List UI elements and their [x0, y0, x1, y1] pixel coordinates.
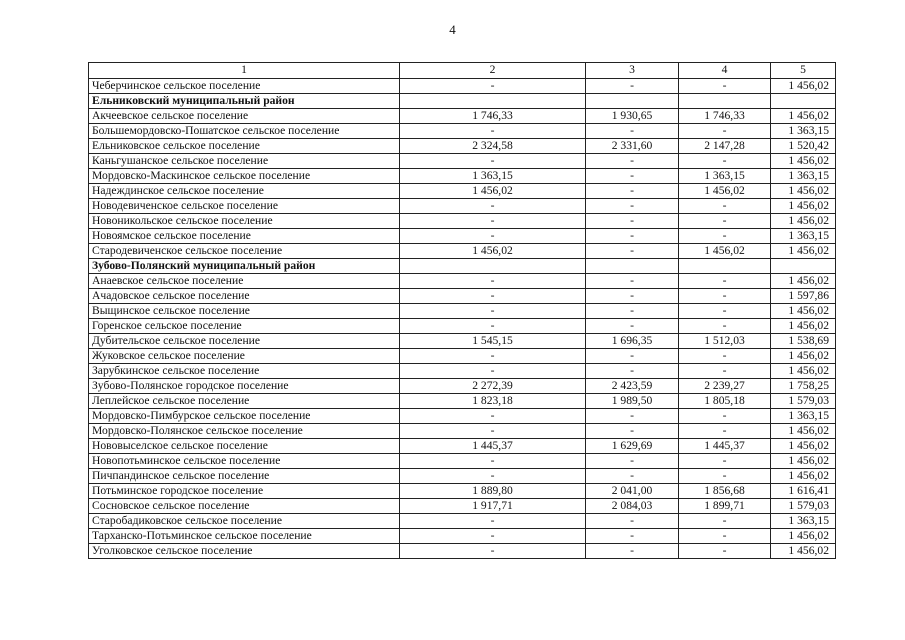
table-row	[89, 394, 836, 409]
value-col-5: 1 363,15	[771, 514, 836, 529]
settlement-name: Новопотьминское сельское поселение	[89, 454, 400, 469]
table-row	[89, 214, 836, 229]
value-col-5: 1 597,86	[771, 289, 836, 304]
table-row	[89, 184, 836, 199]
value-col-2: -	[400, 124, 586, 139]
settlement-name: Каньгушанское сельское поселение	[89, 154, 400, 169]
table-row	[89, 79, 836, 94]
value-col-5: 1 456,02	[771, 319, 836, 334]
value-col-3: -	[586, 409, 679, 424]
value-col-2: 1 746,33	[400, 109, 586, 124]
settlement-name: Потьминское городское поселение	[89, 484, 400, 499]
table-row	[89, 379, 836, 394]
value-col-4: -	[679, 319, 771, 334]
value-col-5: 1 456,02	[771, 304, 836, 319]
value-col-3: -	[586, 154, 679, 169]
table-row	[89, 244, 836, 259]
district-name: Ельниковский муниципальный район	[89, 94, 400, 109]
value-col-2: -	[400, 79, 586, 94]
value-col-5: 1 456,02	[771, 199, 836, 214]
value-col-2: -	[400, 349, 586, 364]
value-col-4: -	[679, 229, 771, 244]
table-row	[89, 544, 836, 559]
table-row	[89, 529, 836, 544]
table-row	[89, 289, 836, 304]
settlement-name: Мордовско-Полянское сельское поселение	[89, 424, 400, 439]
settlement-name: Надеждинское сельское поселение	[89, 184, 400, 199]
settlement-name: Акчеевское сельское поселение	[89, 109, 400, 124]
value-col-2: -	[400, 529, 586, 544]
value-col-5: 1 456,02	[771, 154, 836, 169]
settlement-name: Новоникольское сельское поселение	[89, 214, 400, 229]
value-col-2: 1 889,80	[400, 484, 586, 499]
settlement-name: Зубово-Полянское городское поселение	[89, 379, 400, 394]
value-col-5: 1 363,15	[771, 124, 836, 139]
value-col-2	[400, 94, 586, 109]
table-row	[89, 334, 836, 349]
value-col-2: 1 545,15	[400, 334, 586, 349]
value-col-5: 1 456,02	[771, 184, 836, 199]
value-col-5: 1 456,02	[771, 214, 836, 229]
value-col-4: 1 456,02	[679, 244, 771, 259]
settlement-name: Дубительское сельское поселение	[89, 334, 400, 349]
page-number: 4	[449, 22, 456, 37]
column-header-2: 2	[400, 63, 586, 79]
value-col-4: -	[679, 454, 771, 469]
value-col-4: -	[679, 214, 771, 229]
value-col-5: 1 456,02	[771, 424, 836, 439]
value-col-2: -	[400, 514, 586, 529]
value-col-5: 1 579,03	[771, 499, 836, 514]
value-col-2: -	[400, 319, 586, 334]
value-col-5: 1 456,02	[771, 349, 836, 364]
table-row	[89, 349, 836, 364]
column-header-5: 5	[771, 63, 836, 79]
value-col-5: 1 456,02	[771, 544, 836, 559]
value-col-4: 1 746,33	[679, 109, 771, 124]
value-col-2: 1 445,37	[400, 439, 586, 454]
value-col-3: -	[586, 454, 679, 469]
value-col-4: -	[679, 199, 771, 214]
value-col-4: -	[679, 124, 771, 139]
value-col-3: 1 989,50	[586, 394, 679, 409]
table-row	[89, 199, 836, 214]
value-col-2: -	[400, 409, 586, 424]
table-row	[89, 169, 836, 184]
column-header-1: 1	[89, 63, 400, 79]
settlement-name: Пичпандинское сельское поселение	[89, 469, 400, 484]
value-col-3: 1 629,69	[586, 439, 679, 454]
value-col-2: 1 823,18	[400, 394, 586, 409]
table-row	[89, 229, 836, 244]
value-col-4: -	[679, 364, 771, 379]
settlement-name: Большемордовско-Пошатское сельское поселение	[89, 124, 400, 139]
settlement-name: Леплейское сельское поселение	[89, 394, 400, 409]
settlement-name: Мордовско-Маскинское сельское поселение	[89, 169, 400, 184]
value-col-4: -	[679, 529, 771, 544]
value-col-3: -	[586, 319, 679, 334]
table-row	[89, 454, 836, 469]
settlement-name: Стародевиченское сельское поселение	[89, 244, 400, 259]
table-row	[89, 109, 836, 124]
settlement-name: Уголковское сельское поселение	[89, 544, 400, 559]
value-col-5: 1 538,69	[771, 334, 836, 349]
value-col-4: 1 805,18	[679, 394, 771, 409]
value-col-4: -	[679, 274, 771, 289]
value-col-3: -	[586, 169, 679, 184]
value-col-3: -	[586, 124, 679, 139]
value-col-4: -	[679, 304, 771, 319]
settlement-name: Старобадиковское сельское поселение	[89, 514, 400, 529]
table-row	[89, 424, 836, 439]
value-col-2: 1 363,15	[400, 169, 586, 184]
value-col-4: -	[679, 409, 771, 424]
settlement-name: Тарханско-Потьминское сельское поселение	[89, 529, 400, 544]
value-col-2: 1 456,02	[400, 184, 586, 199]
table-row	[89, 364, 836, 379]
value-col-3: -	[586, 529, 679, 544]
table-row	[89, 499, 836, 514]
district-name: Зубово-Полянский муниципальный район	[89, 259, 400, 274]
value-col-4: -	[679, 514, 771, 529]
value-col-5: 1 456,02	[771, 364, 836, 379]
table-row	[89, 319, 836, 334]
value-col-2: -	[400, 289, 586, 304]
value-col-5: 1 363,15	[771, 409, 836, 424]
value-col-3: -	[586, 289, 679, 304]
value-col-3: -	[586, 274, 679, 289]
value-col-4: 1 899,71	[679, 499, 771, 514]
settlement-name: Ачадовское сельское поселение	[89, 289, 400, 304]
value-col-5: 1 363,15	[771, 229, 836, 244]
value-col-5: 1 456,02	[771, 529, 836, 544]
table-row	[89, 409, 836, 424]
table-row	[89, 154, 836, 169]
value-col-4: 2 239,27	[679, 379, 771, 394]
value-col-5: 1 456,02	[771, 79, 836, 94]
value-col-2: -	[400, 229, 586, 244]
settlement-name: Ельниковское сельское поселение	[89, 139, 400, 154]
settlement-name: Анаевское сельское поселение	[89, 274, 400, 289]
table-row	[89, 439, 836, 454]
value-col-2: -	[400, 364, 586, 379]
value-col-3: -	[586, 514, 679, 529]
value-col-2: 2 272,39	[400, 379, 586, 394]
value-col-4: 1 456,02	[679, 184, 771, 199]
value-col-5	[771, 94, 836, 109]
value-col-3: 1 696,35	[586, 334, 679, 349]
value-col-5: 1 520,42	[771, 139, 836, 154]
value-col-2: -	[400, 274, 586, 289]
value-col-4	[679, 259, 771, 274]
value-col-3: 1 930,65	[586, 109, 679, 124]
tariff-table	[88, 62, 836, 559]
value-col-4: -	[679, 79, 771, 94]
value-col-5: 1 616,41	[771, 484, 836, 499]
value-col-3: -	[586, 79, 679, 94]
value-col-2: -	[400, 469, 586, 484]
value-col-4: -	[679, 469, 771, 484]
table-row	[89, 469, 836, 484]
settlement-name: Зарубкинское сельское поселение	[89, 364, 400, 379]
value-col-3	[586, 259, 679, 274]
value-col-3	[586, 94, 679, 109]
value-col-5: 1 758,25	[771, 379, 836, 394]
value-col-4: 1 363,15	[679, 169, 771, 184]
value-col-3: -	[586, 304, 679, 319]
value-col-3: -	[586, 544, 679, 559]
value-col-3: -	[586, 199, 679, 214]
value-col-5: 1 456,02	[771, 244, 836, 259]
settlement-name: Новоямское сельское поселение	[89, 229, 400, 244]
value-col-3: -	[586, 424, 679, 439]
settlement-name: Новодевиченское сельское поселение	[89, 199, 400, 214]
value-col-2	[400, 259, 586, 274]
value-col-5: 1 363,15	[771, 169, 836, 184]
settlement-name: Мордовско-Пимбурское сельское поселение	[89, 409, 400, 424]
settlement-name: Чеберчинское сельское поселение	[89, 79, 400, 94]
value-col-4: -	[679, 349, 771, 364]
value-col-2: -	[400, 304, 586, 319]
value-col-2: 1 456,02	[400, 244, 586, 259]
table-row	[89, 514, 836, 529]
value-col-4: 1 445,37	[679, 439, 771, 454]
value-col-3: -	[586, 244, 679, 259]
column-header-3: 3	[586, 63, 679, 79]
value-col-3: -	[586, 184, 679, 199]
value-col-4: 1 512,03	[679, 334, 771, 349]
value-col-2: -	[400, 454, 586, 469]
table-row	[89, 304, 836, 319]
value-col-5	[771, 259, 836, 274]
value-col-4: -	[679, 424, 771, 439]
value-col-4	[679, 94, 771, 109]
value-col-3: 2 331,60	[586, 139, 679, 154]
value-col-2: -	[400, 154, 586, 169]
value-col-4: 2 147,28	[679, 139, 771, 154]
table-row	[89, 124, 836, 139]
value-col-3: -	[586, 229, 679, 244]
value-col-5: 1 456,02	[771, 439, 836, 454]
value-col-5: 1 456,02	[771, 109, 836, 124]
value-col-5: 1 456,02	[771, 469, 836, 484]
value-col-2: -	[400, 424, 586, 439]
value-col-2: -	[400, 544, 586, 559]
value-col-4: -	[679, 154, 771, 169]
value-col-5: 1 456,02	[771, 454, 836, 469]
column-header-4: 4	[679, 63, 771, 79]
value-col-2: -	[400, 214, 586, 229]
table-row	[89, 484, 836, 499]
value-col-4: -	[679, 289, 771, 304]
value-col-2: 1 917,71	[400, 499, 586, 514]
value-col-5: 1 456,02	[771, 274, 836, 289]
value-col-2: -	[400, 199, 586, 214]
value-col-4: 1 856,68	[679, 484, 771, 499]
value-col-3: -	[586, 469, 679, 484]
district-header-row	[89, 94, 836, 109]
table-row	[89, 274, 836, 289]
value-col-4: -	[679, 544, 771, 559]
district-header-row	[89, 259, 836, 274]
table-body	[89, 79, 836, 559]
table-row	[89, 139, 836, 154]
value-col-3: 2 041,00	[586, 484, 679, 499]
settlement-name: Жуковское сельское поселение	[89, 349, 400, 364]
settlement-name: Сосновское сельское поселение	[89, 499, 400, 514]
value-col-3: -	[586, 214, 679, 229]
settlement-name: Выщинское сельское поселение	[89, 304, 400, 319]
value-col-2: 2 324,58	[400, 139, 586, 154]
value-col-5: 1 579,03	[771, 394, 836, 409]
settlement-name: Нововыселское сельское поселение	[89, 439, 400, 454]
table-header-row	[89, 63, 836, 79]
value-col-3: -	[586, 349, 679, 364]
settlement-name: Горенское сельское поселение	[89, 319, 400, 334]
value-col-3: 2 423,59	[586, 379, 679, 394]
value-col-3: 2 084,03	[586, 499, 679, 514]
value-col-3: -	[586, 364, 679, 379]
